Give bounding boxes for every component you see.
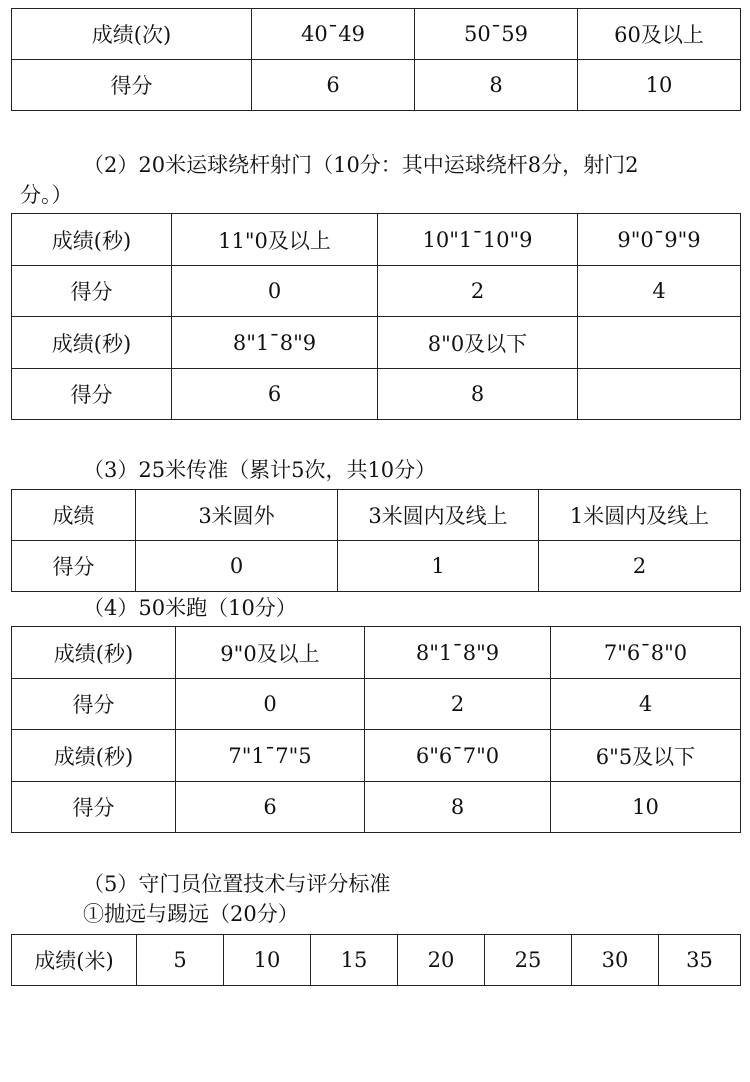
table-cell: 10: [578, 60, 741, 111]
table-cell: 7"6¯8"0: [551, 627, 741, 679]
table-row: [12, 490, 741, 541]
table-cell: 成绩(秒): [12, 214, 172, 266]
table-cell: 10"1¯10"9: [378, 214, 578, 266]
table-cell: 得分: [12, 679, 176, 730]
section-heading: [20, 150, 740, 210]
table-cell: 4: [551, 679, 741, 730]
table-cell: 50¯59: [415, 9, 578, 60]
table-cell: 10: [551, 782, 741, 833]
table-cell: 6"5及以下: [551, 730, 741, 782]
table-cell: 10: [224, 935, 311, 986]
table-cell: 得分: [12, 541, 136, 592]
table-cell: 得分: [12, 369, 172, 420]
table-cell: 8"1¯8"9: [172, 317, 378, 369]
table-cell: 8: [378, 369, 578, 420]
table-cell: 得分: [12, 782, 176, 833]
section-heading-text: （4）50米跑（10分）: [83, 596, 297, 620]
table-row: [12, 9, 741, 60]
table-cell: [578, 369, 741, 420]
table-cell: 6: [176, 782, 365, 833]
table-cell: [578, 317, 741, 369]
table-cell: 30: [572, 935, 659, 986]
table-cell: 成绩(秒): [12, 627, 176, 679]
table-cell: 成绩: [12, 490, 136, 541]
table-cell: 3米圆内及线上: [338, 490, 539, 541]
table-cell: 20: [398, 935, 485, 986]
table-cell: 2: [539, 541, 741, 592]
table-row: [12, 541, 741, 592]
table-row: [12, 782, 741, 833]
table-cell: 3米圆外: [136, 490, 338, 541]
section-heading-line1: （2）20米运球绕杆射门（10分：其中运球绕杆8分，射门2: [83, 153, 639, 177]
score-table-throw: [11, 934, 741, 986]
table-cell: 8"1¯8"9: [365, 627, 551, 679]
score-table-times: [11, 8, 741, 111]
table-cell: 成绩(米): [12, 935, 137, 986]
section-heading: [20, 593, 740, 623]
section-heading: [20, 455, 740, 485]
table-cell: 1: [338, 541, 539, 592]
score-table-passing: [11, 489, 741, 592]
table-row: [12, 679, 741, 730]
table-cell: 8: [365, 782, 551, 833]
section-heading-text: （3）25米传准（累计5次，共10分）: [83, 458, 437, 482]
section-heading-text: （5）守门员位置技术与评分标准: [83, 872, 391, 896]
table-cell: 8: [415, 60, 578, 111]
table-cell: 成绩(秒): [12, 317, 172, 369]
section-heading: [20, 869, 740, 929]
table-cell: 60及以上: [578, 9, 741, 60]
table-cell: 9"0¯9"9: [578, 214, 741, 266]
table-cell: 9"0及以上: [176, 627, 365, 679]
table-cell: 2: [378, 266, 578, 317]
table-cell: 6: [172, 369, 378, 420]
table-cell: 1米圆内及线上: [539, 490, 741, 541]
table-cell: 15: [311, 935, 398, 986]
section-subheading-text: ①抛远与踢远（20分）: [83, 902, 299, 926]
table-cell: 6: [252, 60, 415, 111]
table-cell: 得分: [12, 60, 252, 111]
section-heading-line2: 分。）: [20, 183, 73, 207]
table-row: [12, 317, 741, 369]
table-cell: 成绩(次): [12, 9, 252, 60]
table-cell: 6"6¯7"0: [365, 730, 551, 782]
table-cell: 11"0及以上: [172, 214, 378, 266]
table-cell: 4: [578, 266, 741, 317]
table-row: [12, 369, 741, 420]
table-cell: 8"0及以下: [378, 317, 578, 369]
table-cell: 35: [659, 935, 741, 986]
table-cell: 2: [365, 679, 551, 730]
table-cell: 0: [136, 541, 338, 592]
table-cell: 5: [137, 935, 224, 986]
table-row: [12, 60, 741, 111]
table-cell: 7"1¯7"5: [176, 730, 365, 782]
score-table-sprint: [11, 626, 741, 833]
table-cell: 40¯49: [252, 9, 415, 60]
table-row: [12, 935, 741, 986]
table-cell: 得分: [12, 266, 172, 317]
score-table-dribble: [11, 213, 741, 420]
table-row: [12, 214, 741, 266]
table-cell: 25: [485, 935, 572, 986]
table-cell: 成绩(秒): [12, 730, 176, 782]
table-row: [12, 266, 741, 317]
table-cell: 0: [176, 679, 365, 730]
table-row: [12, 627, 741, 679]
table-cell: 0: [172, 266, 378, 317]
table-row: [12, 730, 741, 782]
